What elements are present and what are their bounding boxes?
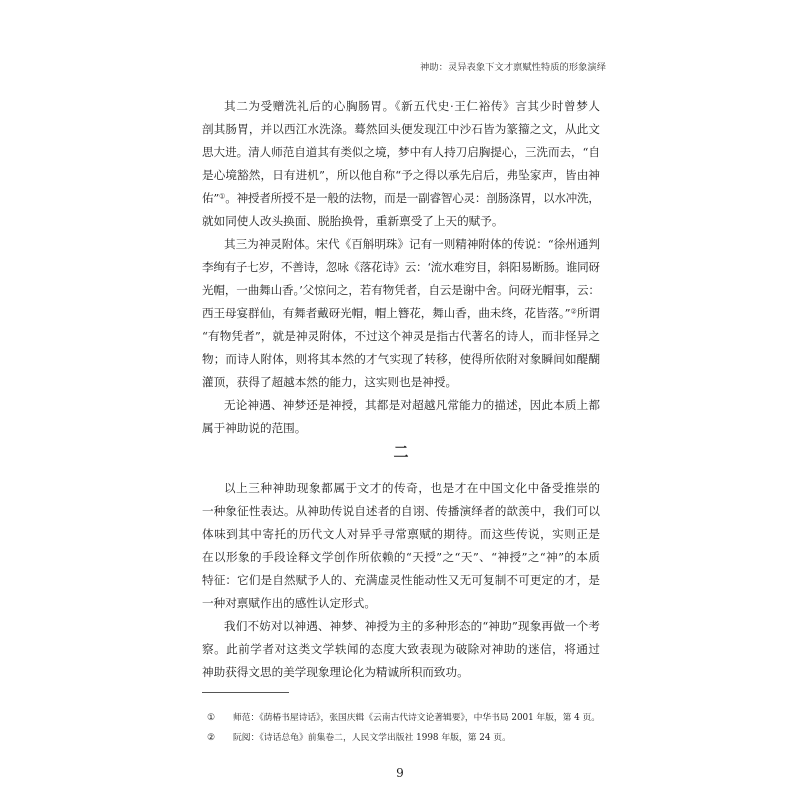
- body-line: 物；而诗人附体，则将其本然的才气实现了转移，使得所依附对象瞬间如醍醐: [202, 352, 601, 366]
- footnote-text: 阮阅：《诗话总龟》前集卷二，人民文学出版社 1998 年版，第 24 页。: [233, 733, 511, 743]
- body-line: 一种对禀赋作出的感性认定形式。: [202, 596, 376, 610]
- footnote-ref: ②: [570, 306, 577, 316]
- body-line: 特征：它们是自然赋予人的、充满虚灵性能动性又无可复制不可更定的才，是: [202, 573, 601, 587]
- body-line: 光帽，一曲舞山香。’父惊问之，若有物凭者，自云是谢中舍。问砑光帽事，云：: [202, 283, 600, 297]
- footnote: [202, 708, 600, 728]
- body-line: 是心境豁然，日有进机”，所以他自称“予之得以承先启后，弗坠家声，皆由神: [202, 168, 601, 182]
- section-one-body: [202, 95, 600, 440]
- footnotes: [202, 708, 600, 748]
- footnote-marker: ①: [207, 713, 215, 723]
- body-line: 无论神遇、神梦还是神授，其都是对超越凡常能力的描述，因此本质上都: [224, 398, 601, 412]
- footnote: [202, 728, 600, 748]
- body-line: 其三为神灵附体。宋代《百斛明珠》记有一则精神附体的传说：“徐州通判: [224, 237, 600, 251]
- body-line: 李绚有子七岁，不善诗，忽咏《落花诗》云：‘流水难穷目，斜阳易断肠。谁同砑: [202, 260, 600, 274]
- line-text: 所谓: [576, 306, 600, 320]
- body-line: 剖其肠胃，并以西江水洗涤。蓦然回头便发现江中沙石皆为篆籀之文，从此文: [202, 122, 601, 136]
- section-two-body: [202, 477, 600, 684]
- page-number: 9: [396, 766, 404, 780]
- footnote-marker: ②: [207, 733, 215, 743]
- body-line: 一种象征性表达。从神助传说自述者的自诩、传播演绎者的歆羡中，我们可以: [202, 504, 601, 518]
- body-line: 灌顶，获得了超越本然的能力，这实则也是神授。: [202, 375, 458, 389]
- paragraph: [202, 394, 600, 440]
- body-line: [202, 302, 600, 325]
- running-header: 神助：灵异表象下文才禀赋性特质的形象演绎: [420, 62, 606, 73]
- line-text: 西王母宴群仙，有舞者戴砑光帽，帽上簪花，舞山香，曲未终，花皆落。”: [202, 306, 571, 320]
- body-line: 我们不妨对以神遇、神梦、神授为主的多种形态的“神助”现象再做一个考: [224, 619, 601, 633]
- line-text: 。神授者所授不是一般的法物，而是一副睿智心灵：剖肠涤胃，以水冲洗，: [225, 191, 600, 205]
- body-line: “有物凭者”，就是神灵附体，不过这个神灵是指古代著名的诗人，而非怪异之: [202, 329, 601, 343]
- paragraph: [202, 95, 600, 233]
- section-heading: 二: [393, 443, 409, 461]
- body-line: 其二为受赠洗礼后的心胸肠胃。《新五代史·王仁裕传》言其少时曾梦人: [224, 99, 601, 113]
- paragraph: [202, 233, 600, 394]
- paragraph: [202, 615, 600, 684]
- body-line: 神助获得文思的美学现象理论化为精诚所积而致功。: [202, 665, 469, 679]
- body-line: 属于神助说的范围。: [202, 421, 307, 435]
- footnote-separator: [202, 692, 289, 693]
- footnote-ref: ①: [219, 191, 226, 201]
- body-line: 察。此前学者对这类文学轶闻的态度大致表现为破除对神助的迷信，将通过: [202, 642, 601, 656]
- footnote-text: 师范：《荫椿书屋诗话》，张国庆辑《云南古代诗文论著辑要》，中华书局 2001 年版，第 4 页。: [233, 713, 600, 723]
- body-line: 在以形象的手段诠释文学创作所依赖的“天授”之“天”、“神授”之“神”的本质: [202, 550, 601, 564]
- body-line: 就如同使人改头换面、脱胎换骨，重新禀受了上天的赋予。: [202, 214, 504, 228]
- paragraph: [202, 477, 600, 615]
- body-line: 思大进。清人师范自道其有类似之境，梦中有人持刀启胸提心，三洗而去，“自: [202, 145, 600, 159]
- body-line: [202, 187, 600, 210]
- body-line: 体味到其中寄托的历代文人对异乎寻常禀赋的期待。而这些传说，实则正是: [202, 527, 601, 541]
- body-line: 以上三种神助现象都属于文才的传奇，也是才在中国文化中备受推崇的: [224, 481, 601, 495]
- line-text: 佑”: [202, 191, 220, 205]
